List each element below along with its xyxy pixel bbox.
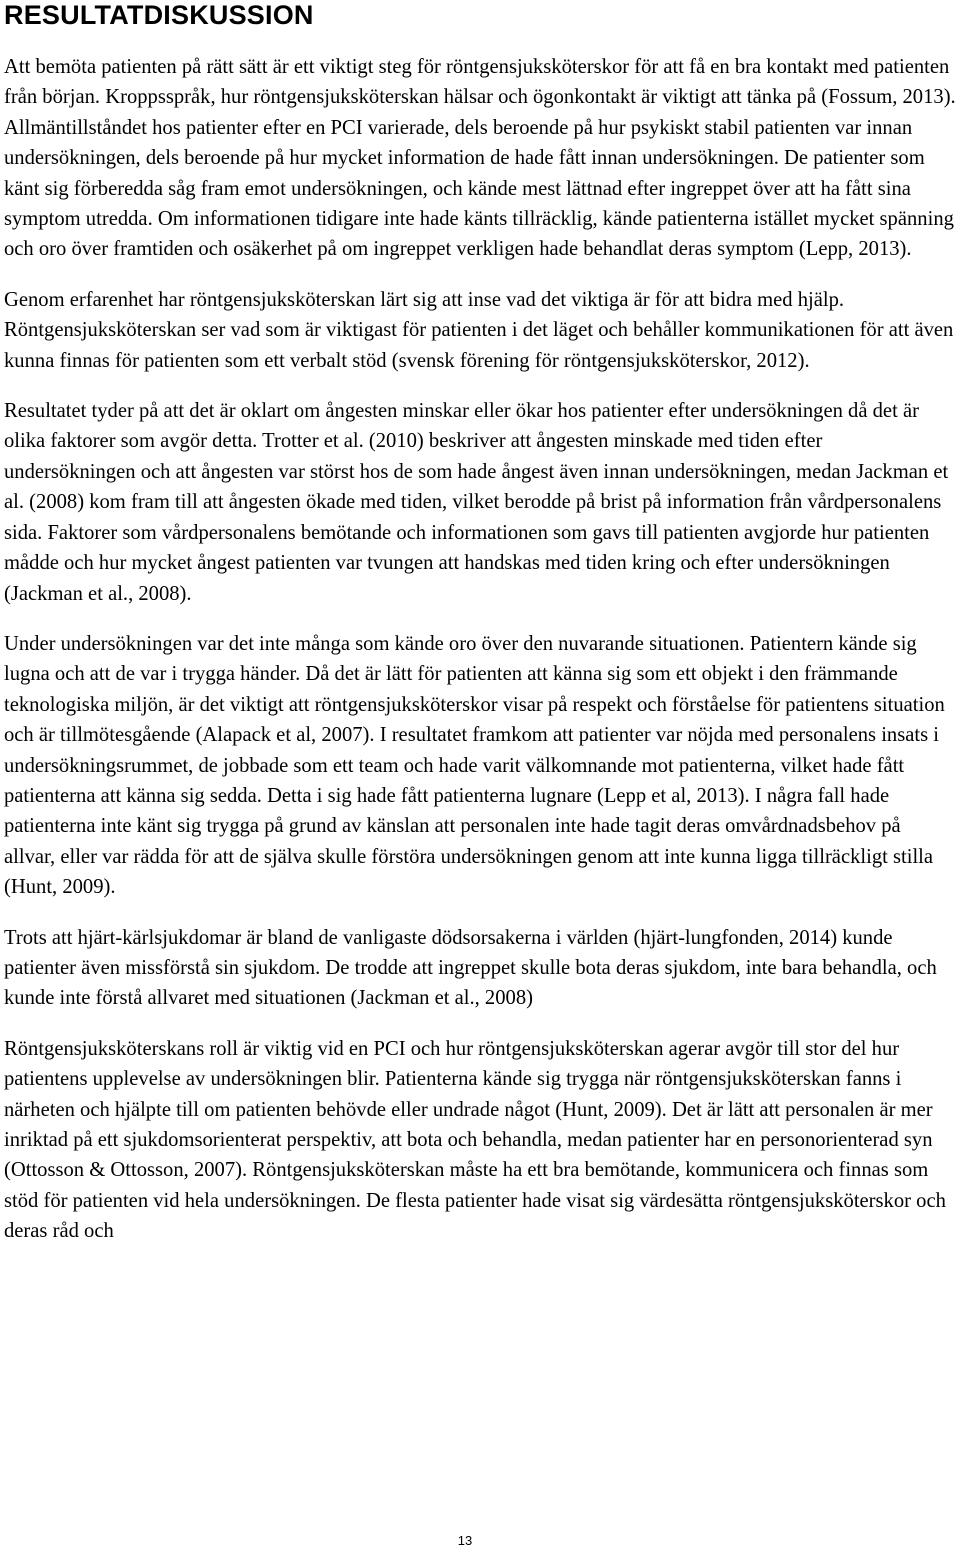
paragraph-3: Resultatet tyder på att det är oklart om ångesten minskar eller ökar hos patienter efter undersökningen då det är olika faktorer som avgör detta. Trotter et al. (2010) beskriver att ångesten minskade med tiden efter undersökningen och att ångesten var störst hos de som hade ångest även innan undersökningen, medan Jackman et al. (2008) kom fram till att ångesten ökade med tiden, vilket berodde på brist på information från vårdpersonalens sida. Faktorer som vårdpersonalens bemötande och informationen som gavs till patienten avgjorde hur patienten mådde och hur mycket ångest patienten var tvungen att handskas med tiden kring och efter undersökningen (Jackman et al., 2008). (4, 400, 949, 605)
paragraph-5: Trots att hjärt-kärlsjukdomar är bland de vanligaste dödsorsakerna i världen (hjärt-lungfonden, 2014) kunde patienter även missförstå sin sjukdom. De trodde att ingreppet skulle bota deras sjukdom, inte bara behandla, och kunde inte förstå allvaret med situationen (Jackman et al., 2008) (4, 926, 937, 1010)
paragraph-6: Röntgensjuksköterskans roll är viktig vid en PCI och hur röntgensjuksköterskan agerar avgör till stor del hur patientens upplevelse av undersökningen blir. Patienterna kände sig trygga när röntgensjuksköterskan fanns i närheten och hjälpte till om patienten behövde eller undrade något (Hunt, 2009). Det är lätt att personalen är mer inriktad på ett sjukdomsorienterat perspektiv, att bota och behandla, medan patienter har en personorienterad syn (Ottosson & Ottosson, 2007). Röntgensjuksköterskan måste ha ett bra bemötande, kommunicera och finnas som stöd för patienten vid hela undersökningen. De flesta patienter hade visat sig värdesätta röntgensjuksköterskor och deras råd och (4, 1037, 946, 1243)
page-number: 13 (457, 1533, 473, 1548)
body-text (4, 52, 956, 1267)
section-heading: RESULTATDISKUSSION (4, 0, 314, 30)
paragraph-4: Under undersökningen var det inte många som kände oro över den nuvarande situationen. Patientern kände sig lugna och att de var i trygga händer. Då det är lätt för patienten att känna sig som ett objekt i den främmande teknologiska miljön, är det viktigt att röntgensjuksköterskor visar på respekt och förståelse för patientens situation och är tillmötesgående (Alapack et al, 2007). I resultatet framkom att patienter var nöjda med personalens insats i undersökningsrummet, de jobbade som ett team och hade varit välkomnande mot patienterna, vilket hade fått patienterna att känna sig sedda. Detta i sig hade fått patienterna lugnare (Lepp et al, 2013). I några fall hade patienterna inte känt sig trygga på grund av känslan att personalen inte hade tagit deras omvårdnadsbehov på allvar, eller var rädda för att de själva skulle förstöra undersökningen genom att inte kunna ligga tillräckligt stilla (Hunt, 2009). (4, 632, 945, 899)
paragraph-2: Genom erfarenhet har röntgensjuksköterskan lärt sig att inse vad det viktiga är för att bidra med hjälp. Röntgensjuksköterskan ser vad som är viktigast för patienten i det läget och behåller kommunikationen för att även kunna finnas för patienten som ett verbalt stöd (svensk förening för röntgensjuksköterskor, 2012). (4, 288, 954, 372)
paragraph-1: Att bemöta patienten på rätt sätt är ett viktigt steg för röntgensjuksköterskor för att få en bra kontakt med patienten från början. Kroppsspråk, hur röntgensjuksköterskan hälsar och ögonkontakt är viktigt att tänka på (Fossum, 2013). Allmäntillståndet hos patienter efter en PCI varierade, dels beroende på hur psykiskt stabil patienten var innan undersökningen, dels beroende på hur mycket information de hade fått innan undersökningen. De patienter som känt sig förberedda såg fram emot undersökningen, och kände mest lättnad efter ingreppet över att ha fått sina symptom utredda. Om informationen tidigare inte hade känts tillräcklig, kände patienterna istället mycket spänning och oro över framtiden och osäkerhet på om ingreppet verkligen hade behandlat deras symptom (Lepp, 2013). (4, 56, 956, 261)
